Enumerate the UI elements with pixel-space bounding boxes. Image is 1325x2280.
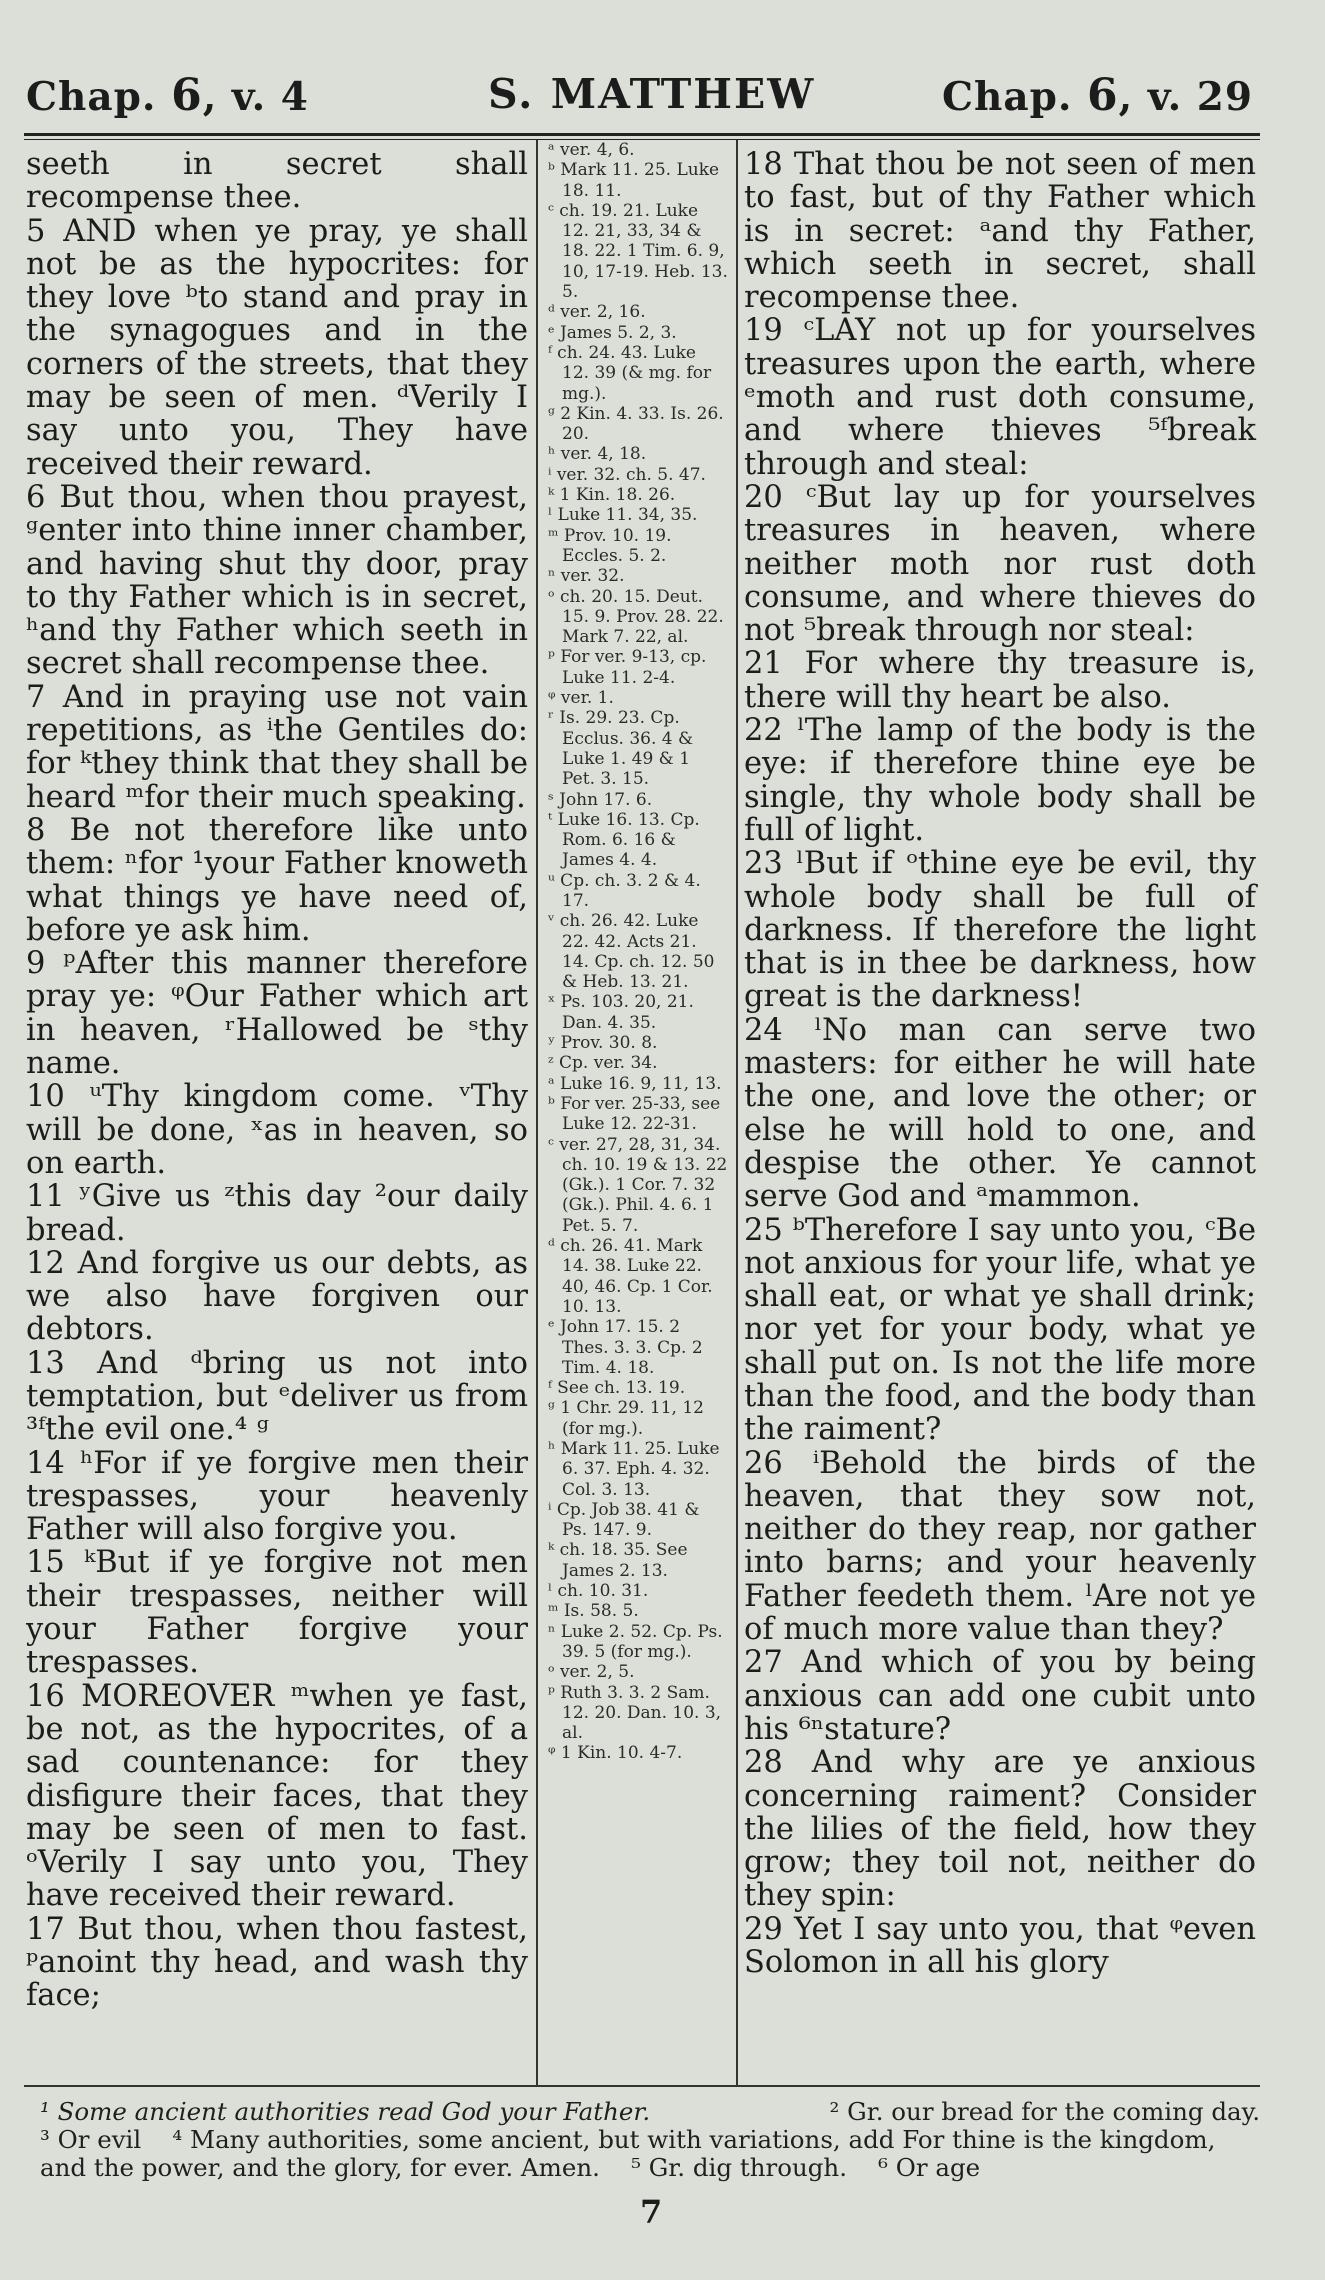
cross-reference: ᵃ ver. 4, 6. [548, 140, 635, 160]
column-divider-right [736, 140, 738, 2085]
cross-reference: ˡ ch. 10. 31. [548, 1581, 649, 1602]
verse-paragraph: seeth in secret shall recompense thee. [26, 147, 528, 216]
cross-reference: ᵈ ch. 26. 41. Mark 14. 38. Luke 22. 40, 46. Cp. 1 Cor. 10. 13. [548, 1236, 713, 1317]
header-left-num: 6 [171, 70, 203, 121]
verse-paragraph: 22 ˡThe lamp of the body is the eye: if therefore thine eye be single, thy whole body shall be full of light. [744, 713, 1256, 848]
footnotes [40, 2098, 1260, 2182]
cross-reference: ˡ Luke 11. 34, 35. [548, 505, 698, 526]
footnote-rule [24, 2085, 1260, 2087]
verse-paragraph: 5 AND when ye pray, ye shall not be as the hypocrites: for they love ᵇto stand and pray in the synagogues and in the corners of the streets, that they may be seen of men. ᵈVerily I say unto you, They have received their reward. [26, 213, 528, 482]
verse-paragraph: 23 ˡBut if ᵒthine eye be evil, thy whole body shall be full of darkness. If therefore the light that is in thee be darkness, how great is the darkness! [744, 846, 1256, 1015]
cross-reference: ᵘ Cp. ch. 3. 2 & 4. 17. [548, 870, 701, 911]
cross-reference: ᵒ ch. 20. 15. Deut. 15. 9. Prov. 28. 22. Mark 7. 22, al. [548, 586, 724, 648]
verse-paragraph: 25 ᵇTherefore I say unto you, ᶜBe not anxious for your life, what ye shall eat, or what ye shall drink; nor yet for your body, what ye shall put on. Is not the life more than the food, and the body than the raiment? [744, 1212, 1256, 1448]
cross-reference: ᵏ ch. 18. 35. See James 2. 13. [548, 1540, 688, 1581]
verse-paragraph: 19 ᶜLAY not up for yourselves treasures upon the earth, where ᵉmoth and rust doth consume, and where thieves ⁵ᶠbreak through and steal: [744, 313, 1256, 482]
left-text-column [26, 148, 528, 2013]
verse-paragraph: 8 Be not therefore like unto them: ⁿfor ¹your Father knoweth what things ye have need of, before ye ask him. [26, 812, 528, 948]
verse-paragraph: 24 ˡNo man can serve two masters: for either he will hate the one, and love the other; or else he will hold to one, and despise the other. Ye cannot serve God and ᵃmammon. [744, 1012, 1256, 1215]
header-left-verse: , v. 4 [202, 74, 309, 120]
column-divider-left [536, 140, 538, 2085]
verse-paragraph: 21 For where thy treasure is, there will thy heart be also. [744, 646, 1256, 715]
cross-reference: ˣ Ps. 103. 20, 21. Dan. 4. 35. [548, 992, 694, 1033]
cross-reference: ᵏ 1 Kin. 18. 26. [548, 485, 676, 506]
cross-reference: ᵉ James 5. 2, 3. [548, 322, 677, 343]
header-right [942, 70, 1253, 121]
verse-paragraph: 15 ᵏBut if ye forgive not men their trespasses, neither will your Father forgive your trespasses. [26, 1545, 528, 1681]
footnote-1: ¹ Some ancient authorities read God your Father. [40, 2097, 651, 2126]
book-title: S. MATTHEW [488, 70, 816, 118]
footnote-5: ⁵ Gr. dig through. [631, 2153, 847, 2182]
header-left-chap: Chap. [26, 74, 157, 120]
cross-reference: ⁿ ver. 32. [548, 566, 625, 587]
footnote-row [40, 2126, 1260, 2182]
cross-reference: ᵗ Luke 16. 13. Cp. Rom. 6. 16 & James 4. 4. [548, 809, 700, 871]
verse-paragraph: 9 ᵖAfter this manner therefore pray ye: ᵠOur Father which art in heaven, ʳHallowed be ˢthy name. [26, 946, 528, 1082]
cross-reference: ⁿ Luke 2. 52. Cp. Ps. 39. 5 (for mg.). [548, 1621, 723, 1662]
verse-paragraph: 26 ⁱBehold the birds of the heaven, that they sow not, neither do they reap, nor gather into barns; and your heavenly Father feedeth them. ˡAre not ye of much more value than they? [744, 1445, 1256, 1648]
verse-paragraph: 20 ᶜBut lay up for yourselves treasures in heaven, where neither moth nor rust doth consume, and where thieves do not ⁵break through nor steal: [744, 479, 1256, 649]
verse-paragraph: 27 And which of you by being anxious can add one cubit unto his ⁶ⁿstature? [744, 1645, 1256, 1747]
verse-paragraph: 28 And why are ye anxious concerning raiment? Consider the lilies of the field, how they grow; they toil not, neither do they spin: [744, 1745, 1256, 1914]
footnote-2: ² Gr. our bread for the coming day. [829, 2097, 1260, 2126]
cross-reference: ʸ Prov. 30. 8. [548, 1033, 658, 1054]
cross-reference: ᶜ ch. 19. 21. Luke 12. 21, 33, 34 & 18. 22. 1 Tim. 6. 9, 10, 17-19. Heb. 13. 5. [548, 200, 728, 303]
cross-reference: ᵖ For ver. 9-13, cp. Luke 11. 2-4. [548, 647, 707, 688]
cross-reference: ᶠ See ch. 13. 19. [548, 1378, 686, 1399]
cross-reference: ᵐ Is. 58. 5. [548, 1601, 639, 1622]
header-right-verse: , v. 29 [1118, 74, 1253, 120]
cross-reference: ᵇ Mark 11. 25. Luke 18. 11. [548, 160, 720, 201]
cross-reference-column [548, 140, 728, 1764]
verse-paragraph: 12 And forgive us our debts, as we also have forgiven our debtors. [26, 1245, 528, 1348]
right-text-column [744, 148, 1256, 1979]
verse-paragraph: 11 ʸGive us ᶻthis day ²our daily bread. [26, 1179, 528, 1248]
cross-reference: ᵍ 2 Kin. 4. 33. Is. 26. 20. [548, 403, 724, 445]
verse-paragraph: 14 ʰFor if ye forgive men their trespasses, your heavenly Father will also forgive you. [26, 1445, 528, 1548]
cross-reference: ᵖ Ruth 3. 3. 2 Sam. 12. 20. Dan. 10. 3, al. [548, 1682, 722, 1744]
verse-paragraph: 13 And ᵈbring us not into temptation, but ᵉdeliver us from ³ᶠthe evil one.⁴ ᵍ [26, 1345, 528, 1448]
cross-reference: ˢ John 17. 6. [548, 789, 653, 810]
footnote-3: ³ Or evil [40, 2125, 142, 2154]
header-right-chap: Chap. [941, 74, 1073, 120]
cross-reference: ᵠ 1 Kin. 10. 4-7. [548, 1743, 683, 1764]
footnote-row [40, 2098, 1260, 2126]
header-right-num: 6 [1087, 70, 1119, 121]
cross-reference: ᵇ For ver. 25-33, see Luke 12. 22-31. [548, 1093, 721, 1135]
cross-reference: ᶻ Cp. ver. 34. [548, 1053, 658, 1074]
cross-reference: ᵛ ch. 26. 42. Luke 22. 42. Acts 21. 14. Cp. ch. 12. 50 & Heb. 13. 21. [548, 911, 715, 993]
cross-reference: ᵒ ver. 2, 5. [548, 1662, 635, 1683]
cross-reference: ᶠ ch. 24. 43. Luke 12. 39 (& mg. for mg.). [548, 342, 712, 404]
verse-paragraph: 29 Yet I say unto you, that ᵠeven Solomon in all his glory [744, 1911, 1256, 1981]
footnote-6: ⁶ Or age [878, 2153, 981, 2182]
cross-reference: ʳ Is. 29. 23. Cp. Ecclus. 36. 4 & Luke 1. 49 & 1 Pet. 3. 15. [548, 708, 694, 790]
cross-reference: ᵠ ver. 1. [548, 688, 614, 709]
header-rule [24, 133, 1260, 136]
cross-reference: ⁱ Cp. Job 38. 41 & Ps. 147. 9. [548, 1499, 700, 1541]
cross-reference: ʰ ver. 4, 18. [548, 444, 647, 465]
cross-reference: ʰ Mark 11. 25. Luke 6. 37. Eph. 4. 32. Col. 3. 13. [548, 1439, 720, 1500]
cross-reference: ᶜ ver. 27, 28, 31, 34. ch. 10. 19 & 13. 22 (Gk.). 1 Cor. 7. 32 (Gk.). Phil. 4. 6. 1 Pet. 5. 7. [548, 1134, 728, 1236]
verse-paragraph: 6 But thou, when thou prayest, ᵍenter into thine inner chamber, and having shut thy door, pray to thy Father which is in secret, ʰand thy Father which seeth in secret shall recompense thee. [26, 479, 528, 682]
cross-reference: ᵉ John 17. 15. 2 Thes. 3. 3. Cp. 2 Tim. 4. 18. [548, 1317, 703, 1378]
verse-paragraph: 18 That thou be not seen of men to fast, but of thy Father which is in secret: ᵃand thy Father, which seeth in secret, shall recompense thee. [744, 147, 1256, 316]
verse-paragraph: 10 ᵘThy kingdom come. ᵛThy will be done, ˣas in heaven, so on earth. [26, 1079, 528, 1181]
verse-paragraph: 17 But thou, when thou fastest, ᵖanoint thy head, and wash thy face; [26, 1911, 528, 2014]
cross-reference: ⁱ ver. 32. ch. 5. 47. [548, 464, 706, 485]
footnote-4: ⁴ Many authorities, some ancient, but with variations, add For thine is the kingdom, and the power, and the glory, for ever. Amen. [40, 2125, 1216, 2182]
verse-paragraph: 16 MOREOVER ᵐwhen ye fast, be not, as the hypocrites, of a sad countenance: for they disfigure their faces, that they may be seen of men to fast. ᵒVerily I say unto you, They have received their reward. [26, 1678, 528, 1914]
cross-reference: ᵈ ver. 2, 16. [548, 302, 646, 323]
header-left [26, 70, 309, 121]
verse-paragraph: 7 And in praying use not vain repetitions, as ⁱthe Gentiles do: for ᵏthey think that they shall be heard ᵐfor their much speaking. [26, 679, 528, 815]
cross-reference: ᵃ Luke 16. 9, 11, 13. [548, 1073, 722, 1094]
cross-reference: ᵐ Prov. 10. 19. Eccles. 5. 2. [548, 525, 672, 566]
page-number: 7 [640, 2193, 663, 2231]
cross-reference: ᵍ 1 Chr. 29. 11, 12 (for mg.). [548, 1398, 704, 1439]
